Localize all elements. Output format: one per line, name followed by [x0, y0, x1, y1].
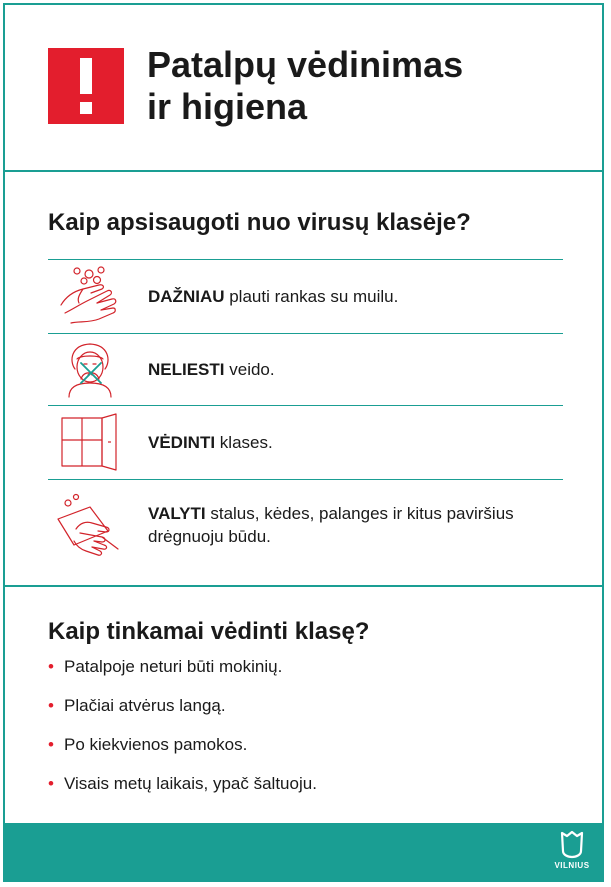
poster	[3, 3, 604, 882]
list-item: • Plačiai atvėrus langą.	[48, 696, 226, 715]
hand-washing-icon	[48, 265, 132, 327]
tip-item	[48, 406, 563, 478]
title-line-1: Patalpų vėdinimas	[147, 44, 464, 85]
title-line-2: ir higiena	[147, 86, 308, 127]
wiping-surface-icon	[48, 493, 132, 557]
logo-text: VILNIUS	[554, 861, 590, 870]
page-title	[147, 44, 587, 128]
tip-text: NELIESTI veido.	[148, 359, 275, 379]
bullet-icon: •	[48, 696, 54, 715]
city-logo	[552, 829, 592, 875]
tips-section	[5, 172, 602, 587]
no-face-touch-icon	[48, 339, 132, 399]
bullet-icon: •	[48, 657, 54, 676]
vilnius-logo-icon	[559, 829, 585, 859]
list-item: • Patalpoje neturi būti mokinių.	[48, 657, 283, 676]
bullet-icon: •	[48, 774, 54, 793]
alert-box	[48, 48, 124, 124]
list-item: • Po kiekvienos pamokos.	[48, 735, 248, 754]
header-section	[5, 5, 602, 172]
window-icon	[48, 412, 132, 472]
ventilation-list	[48, 655, 317, 811]
tips-heading: Kaip apsisaugoti nuo virusų klasėje?	[48, 209, 471, 236]
tip-item	[48, 260, 563, 332]
tip-text: VALYTI stalus, kėdes, palanges ir kitus paviršius drėgnuoju būdu.	[148, 504, 514, 546]
tip-text: VĖDINTI klases.	[148, 432, 273, 452]
exclamation-icon	[76, 58, 96, 114]
tip-item	[48, 334, 563, 404]
ventilation-heading: Kaip tinkamai vėdinti klasę?	[48, 618, 370, 645]
footer-bar	[5, 823, 602, 880]
ventilation-section	[5, 587, 602, 823]
tip-item	[48, 480, 563, 570]
tip-text: DAŽNIAU plauti rankas su muilu.	[148, 286, 399, 306]
list-item: • Visais metų laikais, ypač šaltuoju.	[48, 774, 317, 793]
bullet-icon: •	[48, 735, 54, 754]
